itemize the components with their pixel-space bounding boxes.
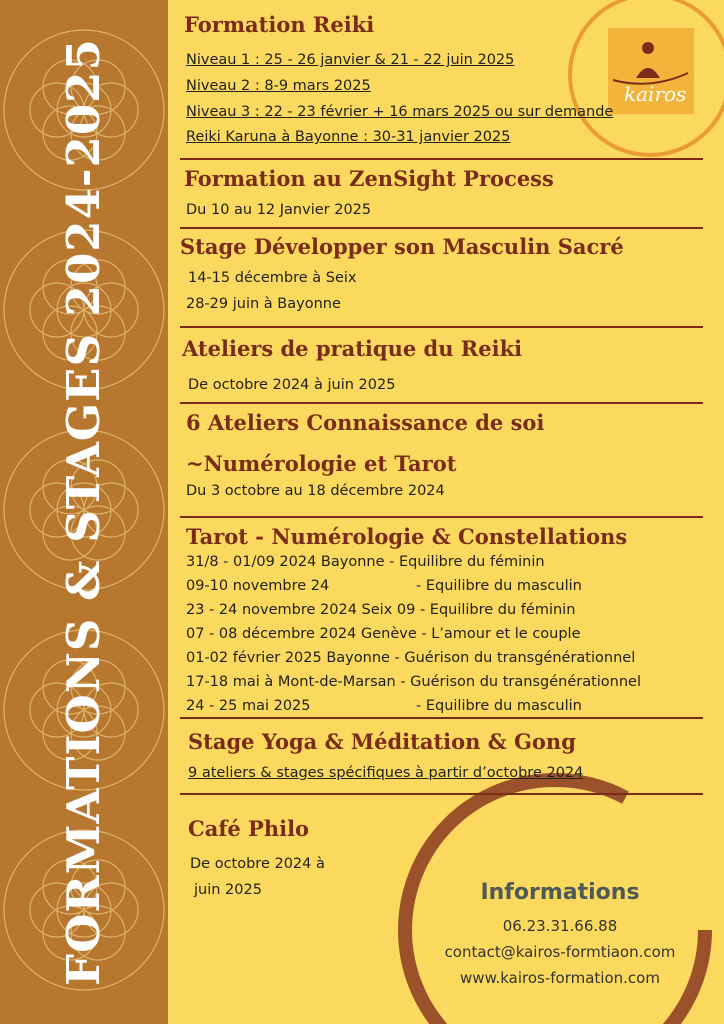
section-title: Stage Développer son Masculin Sacré [180,234,624,259]
list-item: 23 - 24 novembre 2024 Seix 09 - Equilibre du féminin [186,602,576,618]
section-title: Café Philo [188,816,310,841]
list-item: Niveau 3 : 22 - 23 février + 16 mars 2025 ou sur demande [186,104,614,120]
list-item: 24 - 25 mai 2025 [186,698,311,714]
divider [180,227,703,229]
section-title: Formation Reiki [184,12,375,37]
list-item: - Equilibre du masculin [416,698,582,714]
list-item: 9 ateliers & stages spécifiques à partir d’octobre 2024 [188,765,584,781]
divider [180,793,703,795]
divider [180,516,703,518]
info-email[interactable]: contact@kairos-formtiaon.com [444,943,676,961]
list-item: 07 - 08 décembre 2024 Genève - L’amour et le couple [186,626,581,642]
list-item: 14-15 décembre à Seix [188,270,357,286]
vertical-title: FORMATIONS & STAGES 2024-2025 [57,38,110,986]
list-item: - Equilibre du masculin [416,578,582,594]
list-item: 28-29 juin à Bayonne [186,296,341,312]
list-item: 01-02 février 2025 Bayonne - Guérison du transgénérationnel [186,650,636,666]
section-title: 6 Ateliers Connaissance de soi [186,410,545,435]
divider [180,326,703,328]
list-item: De octobre 2024 à [190,856,325,872]
divider [180,158,703,160]
logo-text: kairos [624,82,687,106]
section-subtitle: ~Numérologie et Tarot [186,451,457,476]
list-item: Du 3 octobre au 18 décembre 2024 [186,483,445,499]
divider [180,717,703,719]
list-item: 09-10 novembre 24 [186,578,330,594]
list-item: Du 10 au 12 Janvier 2025 [186,202,372,218]
list-item: Niveau 1 : 25 - 26 janvier & 21 - 22 juin 2025 [186,52,515,68]
list-item: Reiki Karuna à Bayonne : 30-31 janvier 2025 [186,129,511,145]
sidebar [0,0,168,1024]
info-website[interactable]: www.kairos-formation.com [460,969,660,987]
info-title: Informations [480,880,640,905]
list-item: 31/8 - 01/09 2024 Bayonne - Equilibre du féminin [186,554,545,570]
section-title: Ateliers de pratique du Reiki [182,336,523,361]
section-title: Formation au ZenSight Process [184,166,554,191]
section-title: Stage Yoga & Méditation & Gong [188,729,576,754]
info-phone[interactable]: 06.23.31.66.88 [502,917,618,935]
divider [180,402,703,404]
list-item: Niveau 2 : 8-9 mars 2025 [186,78,371,94]
section-title: Tarot - Numérologie & Constellations [186,524,628,549]
list-item: 17-18 mai à Mont-de-Marsan - Guérison du transgénérationnel [186,674,642,690]
list-item: juin 2025 [194,882,262,898]
list-item: De octobre 2024 à juin 2025 [188,377,396,393]
